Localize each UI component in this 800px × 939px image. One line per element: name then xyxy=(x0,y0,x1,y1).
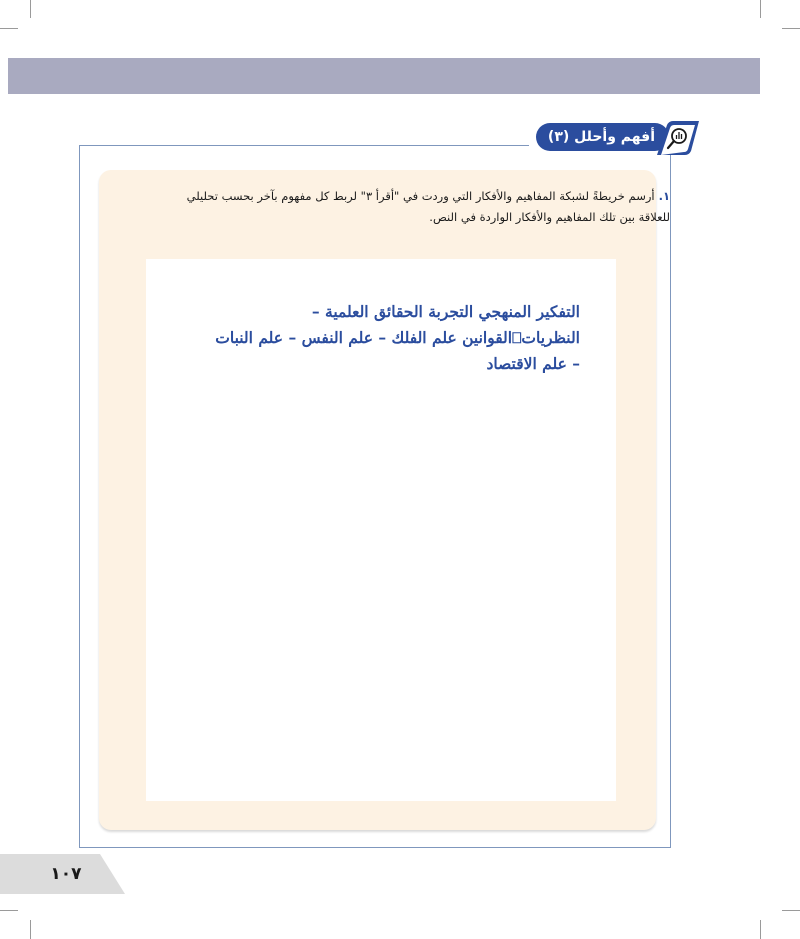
question-line-2: للعلاقة بين تلك المفاهيم والأفكار الواردة في النص. xyxy=(429,210,670,224)
crop-mark xyxy=(0,910,18,911)
answer-line-3: – علم الاقتصاد xyxy=(486,354,580,373)
answer-line-1: التفكير المنهجي التجربة الحقائق العلمية – xyxy=(311,302,580,321)
section-title: أفهم وأحلل (٣) xyxy=(536,123,669,151)
question-line-1: ١.أرسم خريطةً لشبكة المفاهيم والأفكار التي وردت في "أقرأ ٣" لربط كل مفهوم بآخر بحسب تحليلي xyxy=(186,189,670,203)
answer-text xyxy=(160,299,580,377)
section-frame-top xyxy=(79,145,529,146)
answer-line-2: النظريات⎕القوانين علم الفلك – علم النفس – علم النبات xyxy=(215,328,580,347)
crop-mark xyxy=(0,28,18,29)
section-header xyxy=(514,121,699,155)
crop-mark xyxy=(30,920,31,939)
question-number: ١. xyxy=(658,189,670,203)
magnifier-chart-icon xyxy=(651,121,699,155)
crop-mark xyxy=(30,0,31,18)
question-text xyxy=(103,186,670,228)
crop-mark xyxy=(760,0,761,18)
top-band xyxy=(8,58,760,94)
crop-mark xyxy=(782,910,800,911)
page-number: ١٠٧ xyxy=(50,864,82,884)
crop-mark xyxy=(782,28,800,29)
crop-mark xyxy=(760,920,761,939)
